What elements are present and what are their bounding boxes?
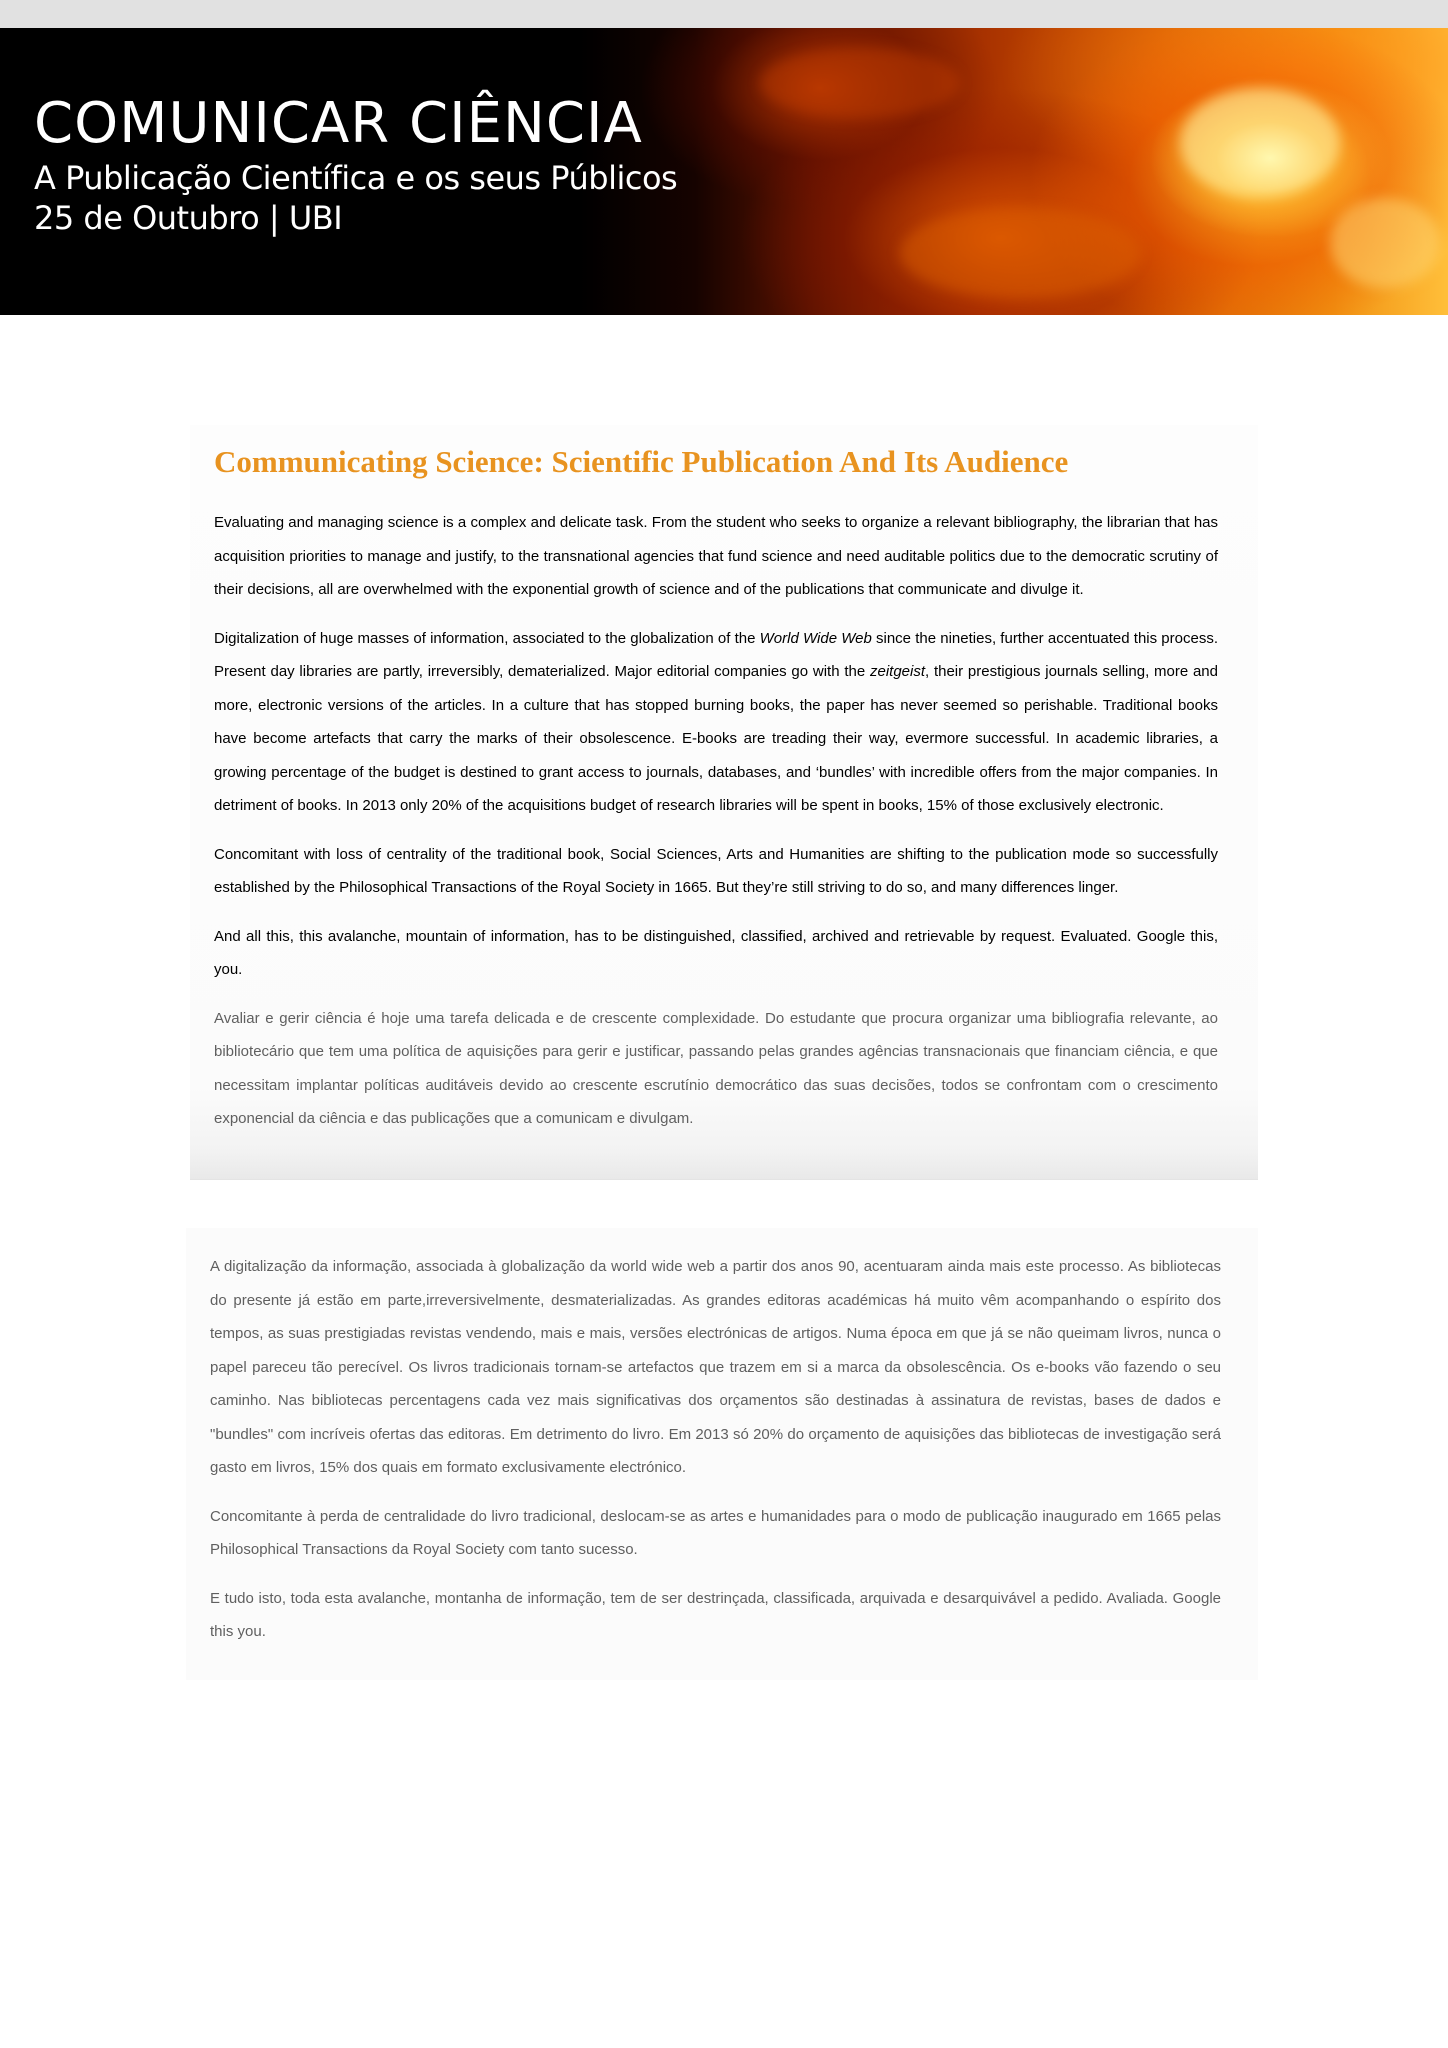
article-card-english xyxy=(190,425,1258,1180)
portuguese-paragraph-3: Concomitante à perda de centralidade do livro tradicional, deslocam-se as artes e humanidades para o modo de publicação inaugurado em 1665 pelas Philosophical Transactions da Royal Society com tanto sucesso. xyxy=(210,1507,1221,1558)
paragraph-text: Digitalization of huge masses of information, associated to the globalization of the xyxy=(214,629,760,647)
header-banner xyxy=(0,28,1448,315)
banner-date-place: 25 de Outubro | UBI xyxy=(34,199,343,237)
solar-flare-glow xyxy=(760,48,960,118)
solar-flare-glow xyxy=(1330,198,1440,288)
top-bar xyxy=(0,0,1448,28)
article-card-portuguese xyxy=(186,1228,1258,1680)
english-paragraph-4: And all this, this avalanche, mountain of information, has to be distinguished, classified, archived and retrievable by request. Evaluated. Google this, you. xyxy=(214,927,1218,978)
portuguese-paragraph-4: E tudo isto, toda esta avalanche, montanha de informação, tem de ser destrinçada, classificada, arquivada e desarquivável a pedido. Avaliada. Google this you. xyxy=(210,1589,1221,1640)
banner-text-block xyxy=(34,90,677,238)
english-paragraph-1: Evaluating and managing science is a complex and delicate task. From the student who seeks to organize a relevant bibliography, the librarian that has acquisition priorities to manage and justify, to the transnational agencies that fund science and need auditable politics due to the democratic scrutiny of their decisions, all are overwhelmed with the exponential growth of science and of the publications that communicate and divulge it. xyxy=(214,514,1218,598)
portuguese-paragraph-1: Avaliar e gerir ciência é hoje uma tarefa delicada e de crescente complexidade. Do estudante que procura organizar uma bibliografia relevante, ao bibliotecário que tem uma política de aquisições para gerir e justificar, passando pelas grandes agências transnacionais que financiam ciência, e que necessitam implantar políticas auditáveis devido ao crescente escrutínio democrático das suas decisões, todos se confrontam com o crescimento exponencial da ciência e das publicações que a comunicam e divulgam. xyxy=(214,1009,1218,1127)
portuguese-paragraph-2: A digitalização da informação, associada à globalização da world wide web a partir dos anos 90, acentuaram ainda mais este processo. As bibliotecas do presente já estão em parte,irreversivelmente, desmaterializadas. As grandes editoras académicas há muito vêm acompanhando o espírito dos tempos, as suas prestigiadas revistas vendendo, mais e mais, versões electrónicas de artigos. Numa época em que já se não queimam livros, nunca o papel pareceu tão perecível. Os livros tradicionais tornam-se artefactos que trazem em si a marca da obsolescência. Os e-books vão fazendo o seu caminho. Nas bibliotecas percentagens cada vez mais significativas dos orçamentos são destinadas à assinatura de revistas, bases de dados e "bundles" com incríveis ofertas das editoras. Em detrimento do livro. Em 2013 só 20% do orçamento de aquisições das bibliotecas de investigação será gasto em livros, 15% dos quais em formato exclusivamente electrónico. xyxy=(210,1258,1221,1476)
english-paragraph-2 xyxy=(214,622,1218,823)
paragraph-text: , their prestigious journals selling, more and more, electronic versions of the articles. In a culture that has stopped burning books, the paper has never seemed so perishable. Traditional books have become artefacts that carry the marks of their obsolescence. E-books are treading their way, evermore successful. In academic libraries, a growing percentage of the budget is destined to grant access to journals, databases, and ‘bundles’ with incredible offers from the major companies. In detriment of books. In 2013 only 20% of the acquisitions budget of research libraries will be spent in books, 15% of those exclusively electronic. xyxy=(214,663,1218,814)
italic-term-world-wide-web: World Wide Web xyxy=(759,629,872,647)
solar-flare-glow xyxy=(900,208,1140,298)
paragraph-text: since the nineties, further accentuated this process. Present day libraries are partly, irreversibly, dematerialized. Major editorial companies go with the xyxy=(214,629,1218,680)
solar-flare-glow xyxy=(1180,88,1340,198)
english-paragraph-3: Concomitant with loss of centrality of the traditional book, Social Sciences, Arts and Humanities are shifting to the publication mode so successfully established by the Philosophical Transactions of the Royal Society in 1665. But they’re still striving to do so, and many differences linger. xyxy=(214,845,1218,896)
banner-title: COMUNICAR CIÊNCIA xyxy=(34,91,643,156)
article-title: Communicating Science: Scientific Publication And Its Audience xyxy=(214,444,1069,479)
italic-term-zeitgeist: zeitgeist xyxy=(869,663,926,680)
banner-subtitle: A Publicação Científica e os seus Públicos xyxy=(34,159,678,197)
